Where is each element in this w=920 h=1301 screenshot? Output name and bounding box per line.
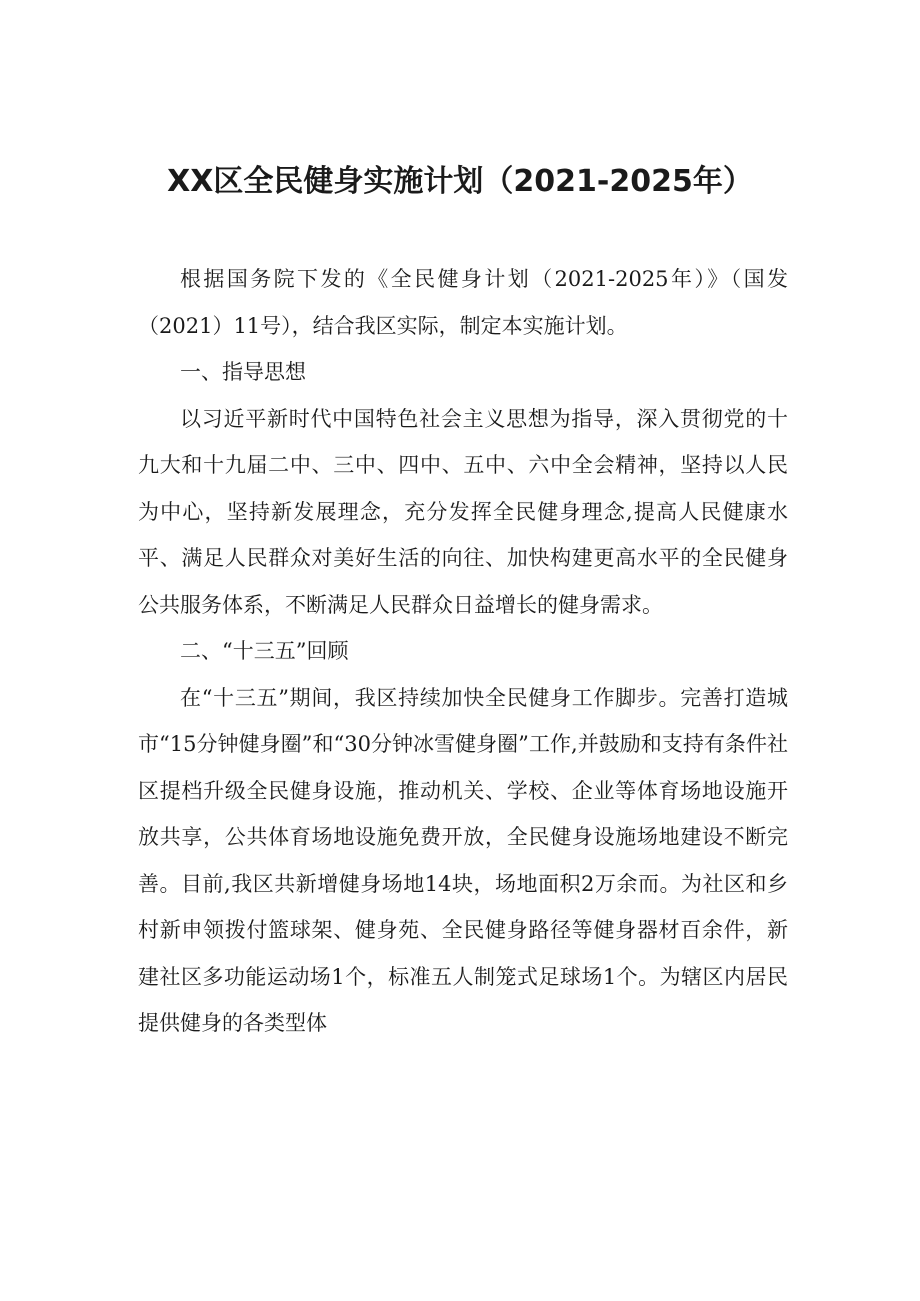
- section-paragraph-guiding-ideology: 以习近平新时代中国特色社会主义思想为指导，深入贯彻党的十九大和十九届二中、三中、四中、五中、六中全会精神，坚持以人民为中心，坚持新发展理念，充分发挥全民健身理念,提高人民健康水平、满足人民群众对美好生活的向往、加快构建更高水平的全民健身公共服务体系，不断满足人民群众日益增长的健身需求。: [138, 406, 788, 617]
- section-heading-review: 二、“十三五”回顾: [180, 639, 349, 663]
- document-body: [138, 256, 788, 1047]
- section-paragraph-review: 在“十三五”期间，我区持续加快全民健身工作脚步。完善打造城市“15分钟健身圈”和“30分钟冰雪健身圈”工作,并鼓励和支持有条件社区提档升级全民健身设施，推动机关、学校、企业等体育场地设施开放共享，公共体育场地设施免费开放，全民健身设施场地建设不断完善。目前,我区共新增健身场地14块，场地面积2万余而。为社区和乡村新申领拨付篮球架、健身苑、全民健身路径等健身器材百余件，新建社区多功能运动场1个，标准五人制笼式足球场1个。为辖区内居民提供健身的各类型体: [138, 685, 788, 1035]
- section-heading-guiding-ideology: 一、指导思想: [180, 360, 306, 384]
- intro-paragraph: 根据国务院下发的《全民健身计划（2021-2025年）》（国发（2021）11号），结合我区实际，制定本实施计划。: [138, 267, 788, 338]
- document-title: XX区全民健身实施计划（2021-2025年）: [167, 164, 753, 199]
